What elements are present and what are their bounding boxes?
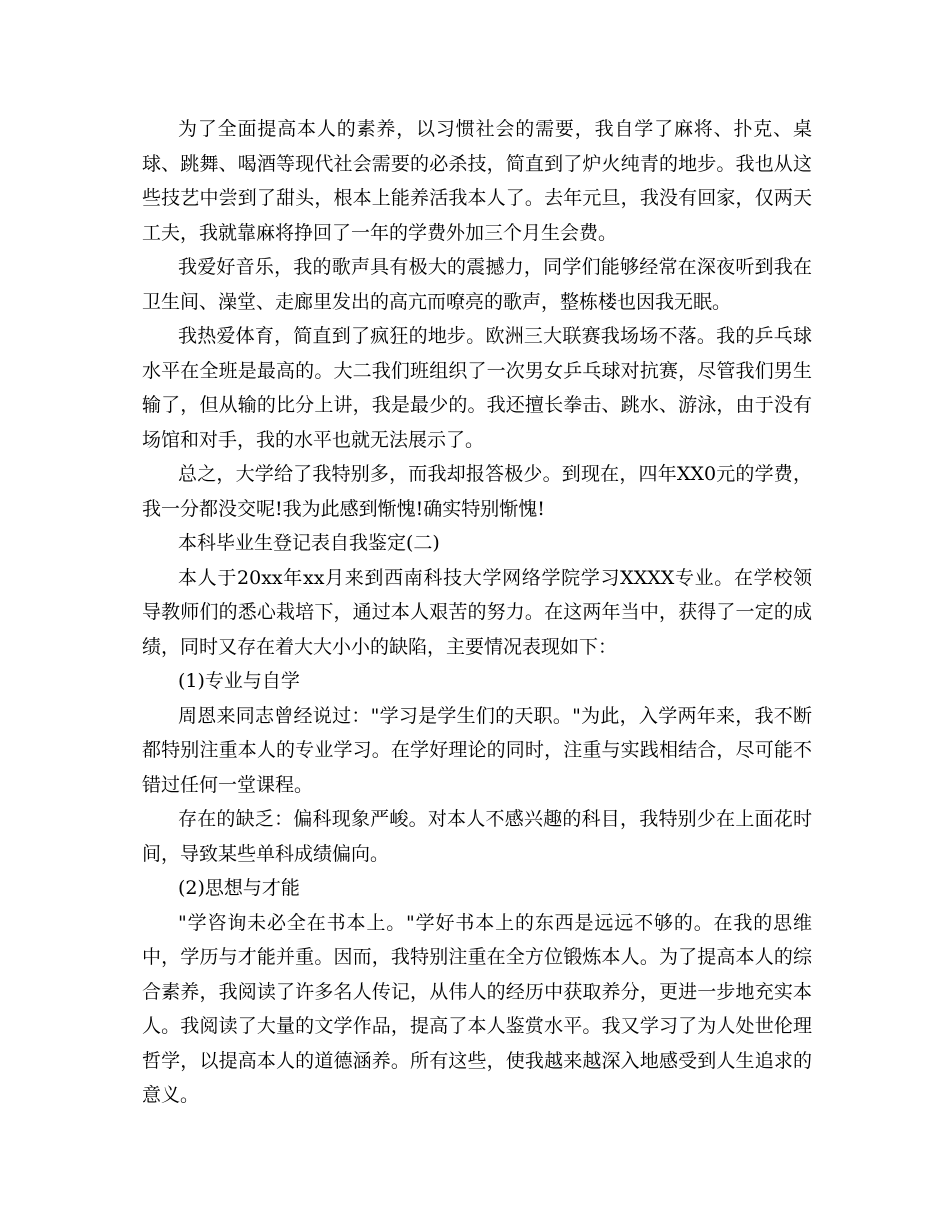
paragraph-music: 我爱好音乐，我的歌声具有极大的震撼力，同学们能够经常在深夜听到我在卫生间、澡堂、走廊里发出的高亢而嘹亮的歌声，整栋楼也因我无眠。 [142,256,812,313]
section-title: 本科毕业生登记表自我鉴定(二) [178,532,440,554]
document-page [142,112,812,1113]
paragraph-intro: 本人于20xx年xx月来到西南科技大学网络学院学习XXXX专业。在学校领导教师们的悉心栽培下，通过本人艰苦的努力。在这两年当中，获得了一定的成绩，同时又存在着大大小小的缺陷，主要情况表现如下： [142,566,812,658]
paragraph-summary: 总之，大学给了我特别多，而我却报答极少。到现在，四年XX0元的学费，我一分都没交呢!我为此感到惭愧!确实特别惭愧! [142,463,812,520]
paragraph-sports: 我热爱体育，简直到了疯狂的地步。欧洲三大联赛我场场不落。我的乒乓球水平在全班是最高的。大二我们班组织了一次男女乒乓球对抗赛，尽管我们男生输了，但从输的比分上讲，我是最少的。我还擅长拳击、跳水、游泳，由于没有场馆和对手，我的水平也就无法展示了。 [142,325,812,451]
paragraph-study: 周恩来同志曾经说过："学习是学生们的天职。"为此，入学两年来，我不断都特别注重本人的专业学习。在学好理论的同时，注重与实践相结合，尽可能不错过任何一堂课程。 [142,704,812,796]
paragraph-thought: "学咨询未必全在书本上。"学好书本上的东西是远远不够的。在我的思维中，学历与才能并重。因而，我特别注重在全方位锻炼本人。为了提高本人的综合素养，我阅读了许多名人传记，从伟人的经历中获取养分，更进一步地充实本人。我阅读了大量的文学作品，提高了本人鉴赏水平。我又学习了为人处世伦理哲学，以提高本人的道德涵养。所有这些，使我越来越深入地感受到人生追求的意义。 [142,911,812,1106]
paragraph-skills: 为了全面提高本人的素养，以习惯社会的需要，我自学了麻将、扑克、桌球、跳舞、喝酒等现代社会需要的必杀技，简直到了炉火纯青的地步。我也从这些技艺中尝到了甜头，根本上能养活我本人了。去年元旦，我没有回家，仅两天工夫，我就靠麻将挣回了一年的学费外加三个月生会费。 [142,118,812,244]
paragraph-shortcoming: 存在的缺乏：偏科现象严峻。对本人不感兴趣的科目，我特别少在上面花时间，导致某些单科成绩偏向。 [142,808,812,865]
subsection-heading-thought: (2)思想与才能 [178,877,300,899]
subsection-heading-study: (1)专业与自学 [178,670,300,692]
